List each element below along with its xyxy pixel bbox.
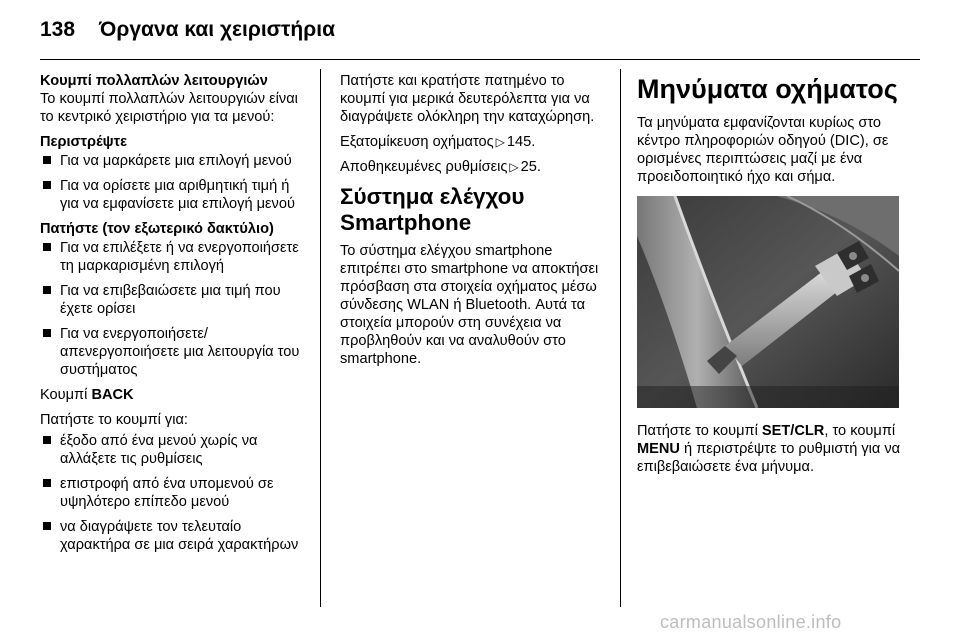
list-item: έξοδο από ένα μενού χωρίς να αλλάξετε τις ρυθμίσεις [40,432,308,468]
back-label: BACK [91,387,134,403]
column-divider [620,69,621,607]
back-button-heading: Κουμπί BACK [40,387,134,403]
list-item: Για να ενεργοποιήσετε/απενεργοποιήσετε μια λειτουργία του συστήματος [40,325,308,379]
list-item: Για να επιβεβαιώσετε μια τιμή που έχετε ορίσει [40,282,308,318]
watermark: carmanualsonline.info [660,612,842,632]
bullet-square-icon [43,436,51,444]
column-left [40,72,308,561]
multifunction-intro: Το κουμπί πολλαπλών λειτουργιών είναι το κεντρικό χειριστήριο για τα μενού: [40,91,298,125]
back-intro: Πατήστε το κουμπί για: [40,412,188,428]
header-rule [40,59,920,60]
list-item: Για να επιλέξετε ή να ενεργοποιήσετε τη μαρκαρισμένη επιλογή [40,239,308,275]
confirm-message-text: Πατήστε το κουμπί SET/CLR, το κουμπί MENU ή περιστρέψτε το ρυθμιστή για να επιβεβαιώσετε ένα μήνυμα. [637,423,901,475]
back-list [40,432,308,554]
column-middle [340,72,606,375]
page-reference-arrow-icon: ▷ [495,135,505,149]
bullet-square-icon [43,156,51,164]
bullet-square-icon [43,479,51,487]
vehicle-messages-intro: Τα μηνύματα εμφανίζονται κυρίως στο κέντρο πληροφοριών οδηγού (DIC), σε ορισμένες περιπτώσεις μαζί με ένα προειδοποιητικό ήχο και σήμα. [637,115,889,185]
press-list [40,239,308,379]
page-reference-arrow-icon: ▷ [509,160,519,174]
bullet-square-icon [43,286,51,294]
smartphone-section-heading: Σύστημα ελέγχου Smartphone [340,184,525,235]
bullet-square-icon [43,181,51,189]
rotate-list [40,152,308,213]
reference-personalisation: Εξατομίκευση οχήματος ▷ 145. [340,134,536,150]
reference-saved-settings: Αποθηκευμένες ρυθμίσεις ▷ 25. [340,159,541,175]
rotate-heading: Περιστρέψτε [40,134,128,150]
set-clr-label: SET/CLR [761,423,825,439]
bullet-square-icon [43,522,51,530]
menu-label: MENU [637,441,680,457]
list-item: Για να ορίσετε μια αριθμητική τιμή ή για να εμφανίσετε μια επιλογή μενού [40,177,308,213]
press-heading: Πατήστε (τον εξωτερικό δακτύλιο) [40,221,274,237]
list-item: επιστροφή από ένα υπομενού σε υψηλότερο επίπεδο μενού [40,475,308,511]
multifunction-heading: Κουμπί πολλαπλών λειτουργιών [40,73,268,89]
bullet-square-icon [43,243,51,251]
page-number: 138 [40,18,76,41]
steering-column-stalk-image [637,196,899,408]
page-header [40,18,335,48]
vehicle-messages-heading: Μηνύματα οχήματος [637,74,898,104]
hold-text: Πατήστε και κρατήστε πατημένο το κουμπί για μερικά δευτερόλεπτα για να διαγράψετε ολόκληρη την καταχώρηση. [340,73,595,125]
stalk-illustration [637,196,899,408]
page-header-title: Όργανα και χειριστήρια [99,18,335,41]
column-divider [320,69,321,607]
list-item: να διαγράψετε τον τελευταίο χαρακτήρα σε μια σειρά χαρακτήρων [40,518,308,554]
column-right [637,72,915,483]
list-item: Για να μαρκάρετε μια επιλογή μενού [40,152,308,170]
smartphone-section-text: Το σύστημα ελέγχου smartphone επιτρέπει στο smartphone να αποκτήσει πρόσβαση στα στοιχεία οχήματος μέσω σύνδεσης WLAN ή Bluetooth. Αυτά τα στοιχεία μπορούν στη συνέχεια να προβληθούν και να αναλυθούν στο smartphone. [340,243,599,367]
bullet-square-icon [43,329,51,337]
